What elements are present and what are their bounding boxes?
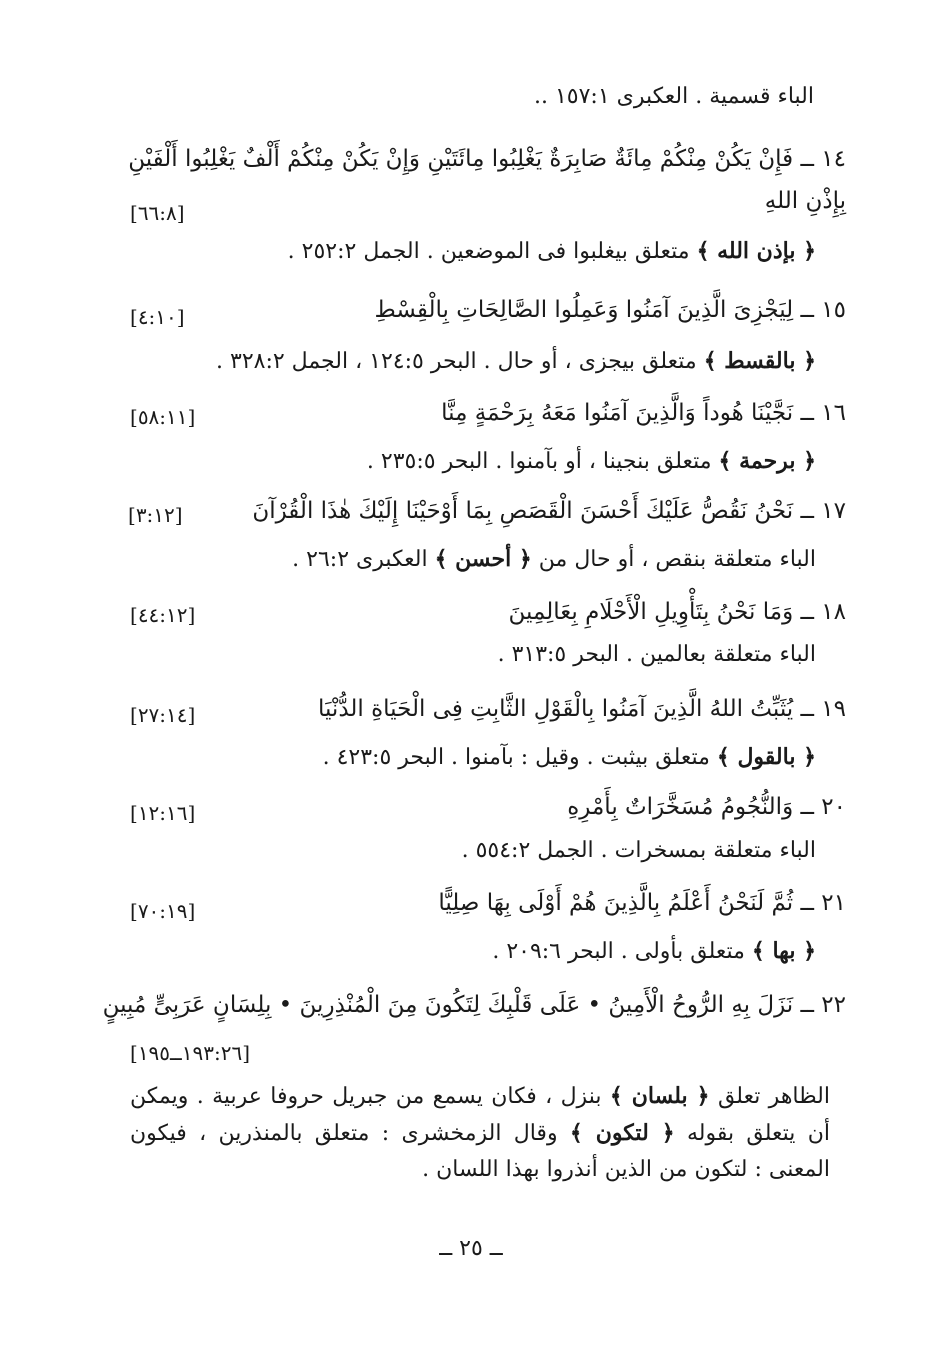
- note-text: متعلق بيغلبوا فى الموضعين . الجمل ٢٥٢:٢ .: [287, 239, 697, 264]
- note-text: متعلق بنجينا ، أو بآمنوا . البحر ٢٣٥:٥ .: [366, 449, 719, 474]
- keyword-2: ﴿ لتكون ﴾: [569, 1120, 675, 1146]
- keyword: ﴿ بها ﴾: [751, 938, 816, 964]
- verse-19-reference: [٢٧:١٤]: [130, 703, 196, 727]
- note-text: متعلق بيجزى ، أو حال . البحر ١٢٤:٥ ، الجمل ٣٢٨:٢ .: [216, 349, 704, 374]
- verse-20-reference: [١٢:١٦]: [130, 801, 196, 825]
- verse-21: ٢١ ــ ثُمَّ لَنَحْنُ أَعْلَمُ بِالَّذِينَ هُمْ أَوْلَى بِهَا صِلِيًّا: [438, 890, 846, 916]
- verse-15: ١٥ ــ لِيَجْزِىَ الَّذِينَ آمَنُوا وَعَمِلُوا الصَّالِحَاتِ بِالْقِسْطِ: [374, 297, 846, 323]
- intro-line: الباء قسمية . العكبرى ١٥٧:١ ..: [533, 84, 814, 109]
- keyword: ﴿ بالقسط ﴾: [703, 348, 816, 374]
- verse-18-note: الباء متعلقة بعالمين . البحر ٣١٣:٥ .: [497, 642, 816, 667]
- verse-18: ١٨ ــ وَمَا نَحْنُ بِتَأْوِيلِ الْأَحْلَامِ بِعَالِمِينَ: [508, 599, 846, 625]
- verse-22-note-paragraph: [130, 1078, 830, 1188]
- verse-16-note: [367, 446, 816, 477]
- page-number: ــ ٢٥ ــ: [439, 1236, 503, 1261]
- para-text-2: بنزل ، فكان يسمع من جبريل حروفا عربية . ويمكن أن يتعلق بقوله: [130, 1084, 830, 1146]
- keyword: ﴿ برحمة ﴾: [718, 448, 816, 474]
- verse-14: ١٤ ــ فَإِنْ يَكُنْ مِنْكُمْ مِائَةٌ صَابِرَةٌ يَغْلِبُوا مِائَتَيْنِ وَإِنْ يَكُنْ مِنْكُمْ أَلْفٌ يَغْلِبُوا أَلْفَيْنِ: [128, 146, 846, 172]
- note-text-prefix: الباء متعلقة بنقص ، أو حال من: [531, 547, 816, 572]
- verse-21-reference: [٧٠:١٩]: [130, 899, 196, 923]
- verse-15-note: [216, 346, 816, 377]
- verse-17-note: [292, 544, 816, 575]
- verse-15-reference: [٤:١٠]: [130, 305, 185, 329]
- note-text: العكبرى ٢٦:٢ .: [292, 547, 435, 572]
- verse-22-reference: [١٩٣:٢٦ــ١٩٥]: [130, 1041, 251, 1065]
- para-text-3: وقال الزمخشرى : متعلق بالمنذرين ، فيكون المعنى : لتكون من الذين أنذروا بهذا اللسان .: [130, 1121, 830, 1182]
- para-text-1: الظاهر تعلق: [709, 1084, 830, 1109]
- verse-14-reference: [٦٦:٨]: [130, 201, 185, 225]
- verse-14-note: [288, 236, 816, 267]
- verse-18-reference: [٤٤:١٢]: [130, 603, 196, 627]
- verse-17: ١٧ ــ نَحْنُ نَقُصُّ عَلَيْكَ أَحْسَنَ الْقَصَصِ بِمَا أَوْحَيْنَا إِلَيْكَ هٰذَا الْقُرْآنَ: [252, 498, 846, 524]
- verse-21-note: [492, 936, 816, 967]
- keyword: ﴿ أحسن ﴾: [434, 546, 532, 572]
- verse-14-continuation: بِإِذْنِ اللهِ: [764, 188, 846, 214]
- keyword: ﴿ بإذن الله ﴾: [696, 238, 816, 264]
- verse-19-note: [323, 742, 816, 773]
- verse-17-reference: [٣:١٢]: [128, 503, 183, 527]
- verse-20: ٢٠ ــ وَالنُّجُومُ مُسَخَّرَاتٌ بِأَمْرِهِ: [567, 794, 846, 820]
- note-text: متعلق بأولى . البحر ٢٠٩:٦ .: [492, 939, 752, 964]
- verse-22: ٢٢ ــ نَزَلَ بِهِ الرُّوحُ الْأَمِينُ • عَلَى قَلْبِكَ لِتَكُونَ مِنَ الْمُنْذِرِينَ • بِلِسَانٍ عَرَبِىٍّ مُبِينٍ: [102, 992, 846, 1018]
- keyword: ﴿ بالقول ﴾: [716, 744, 816, 770]
- keyword-1: ﴿ بلسان ﴾: [609, 1083, 710, 1109]
- verse-20-note: الباء متعلقة بمسخرات . الجمل ٥٥٤:٢ .: [461, 838, 816, 863]
- verse-16-reference: [٥٨:١١]: [130, 405, 196, 429]
- verse-19: ١٩ ــ يُثَبِّتُ اللهُ الَّذِينَ آمَنُوا بِالْقَوْلِ الثَّابِتِ فِى الْحَيَاةِ الدُّنْيَا: [317, 696, 846, 722]
- note-text: متعلق بيثبت . وقيل : بآمنوا . البحر ٤٢٣:٥ .: [322, 745, 717, 770]
- verse-16: ١٦ ــ نَجَّيْنَا هُوداً وَالَّذِينَ آمَنُوا مَعَهُ بِرَحْمَةٍ مِنَّا: [441, 400, 846, 426]
